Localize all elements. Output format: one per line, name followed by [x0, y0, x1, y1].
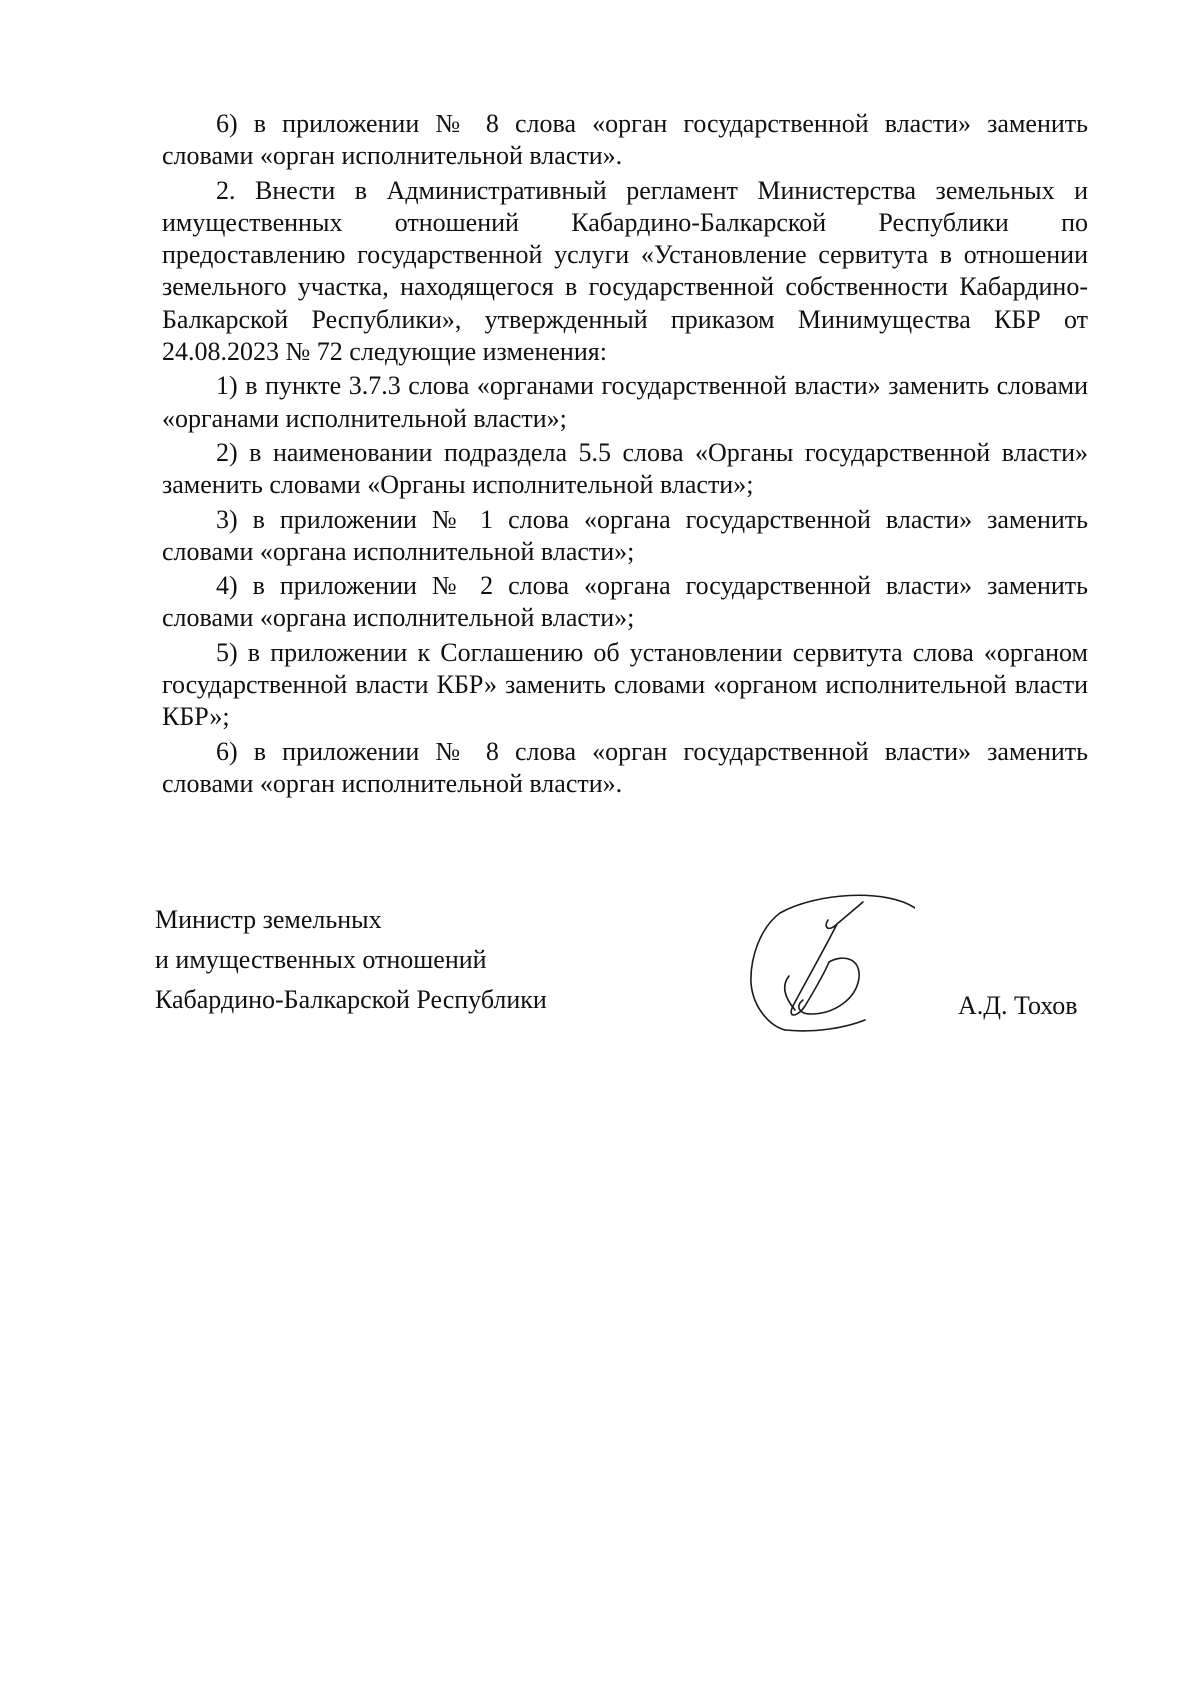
paragraph-item-3: 3) в приложении № 1 слова «органа государственной власти» заменить словами «органа исполнительной власти»;	[162, 504, 1088, 566]
signatory-position-line-1: Министр земельных	[155, 905, 382, 934]
paragraph-item-5: 5) в приложении к Соглашению об установлении сервитута слова «органом государственной власти КБР» заменить словами «органом исполнительной власти КБР»;	[162, 637, 1088, 732]
signatory-position-line-2: и имущественных отношений	[155, 945, 487, 974]
document-body	[162, 108, 1088, 800]
paragraph-item-4: 4) в приложении № 2 слова «органа государственной власти» заменить словами «органа исполнительной власти»;	[162, 571, 1088, 633]
paragraph-item-2: 2) в наименовании подраздела 5.5 слова «Органы государственной власти» заменить словами «Органы исполнительной власти»;	[162, 437, 1088, 500]
signatory-position	[155, 900, 675, 1020]
handwritten-signature	[745, 888, 915, 1038]
paragraph-item-6-appendix-8-prev: 6) в приложении № 8 слова «орган государственной власти» заменить словами «орган исполнительной власти».	[162, 109, 1088, 171]
paragraph-section-2: 2. Внести в Административный регламент Министерства земельных и имущественных отношений Кабардино-Балкарской Республики по предоставлению государственной услуги «Установление сервитута в отношении земельного участка, находящегося в государственной собственности Кабардино-Балкарской Республики», утвержденный приказом Минимущества КБР от 24.08.2023 № 72 следующие изменения:	[162, 175, 1088, 367]
paragraph-item-1: 1) в пункте 3.7.3 слова «органами государственной власти» заменить словами «органами исполнительной власти»;	[162, 371, 1088, 433]
signatory-position-line-3: Кабардино-Балкарской Республики	[155, 985, 547, 1014]
signatory-name: А.Д. Тохов	[958, 991, 1078, 1020]
paragraph-item-6: 6) в приложении № 8 слова «орган государственной власти» заменить словами «орган исполнительной власти».	[162, 736, 1088, 798]
